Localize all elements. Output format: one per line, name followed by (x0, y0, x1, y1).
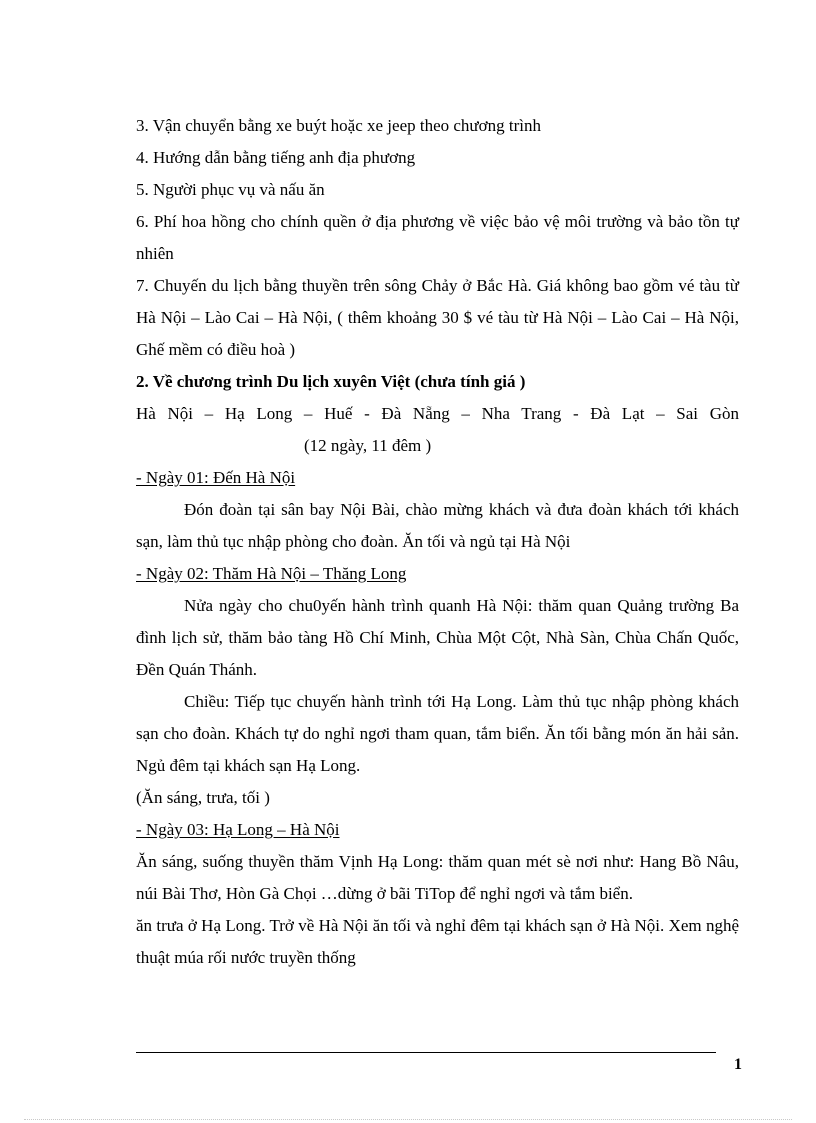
day-3-paragraph-2: ăn trưa ở Hạ Long. Trở về Hà Nội ăn tối và nghỉ đêm tại khách sạn ở Hà Nội. Xem nghệ thuật múa rối nước truyền thống (136, 916, 739, 967)
section-title: 2. Về chương trình Du lịch xuyên Việt (chưa tính giá ) (136, 372, 526, 391)
day-1-body: Đón đoàn tại sân bay Nội Bài, chào mừng khách và đưa đoàn khách tới khách sạn, làm thủ tục nhập phòng cho đoàn. Ăn tối và ngủ tại Hà Nội (136, 500, 739, 551)
document-body (136, 110, 739, 974)
page-bottom-edge (24, 1119, 792, 1120)
day-3-heading-row (136, 814, 739, 846)
day-1-heading-row (136, 462, 739, 494)
page-number: 1 (734, 1056, 742, 1073)
day-3-paragraph-1: Ăn sáng, suống thuyền thăm Vịnh Hạ Long: thăm quan mét sè nơi như: Hang Bồ Nâu, núi Bài Thơ, Hòn Gà Chọi …dừng ở bãi TiTop để nghỉ ngơi và tắm biển. (136, 852, 739, 903)
list-item-4: 4. Hướng dẫn bằng tiếng anh địa phương (136, 148, 416, 167)
day-2-meals: (Ăn sáng, trưa, tối ) (136, 788, 270, 807)
list-item-7: 7. Chuyến du lịch bằng thuyền trên sông Chảy ở Bắc Hà. Giá không bao gồm vé tàu từ Hà Nội – Lào Cai – Hà Nội, ( thêm khoảng 30 $ vé tàu từ Hà Nội – Lào Cai – Hà Nội, Ghế mềm có điều hoà ) (136, 276, 739, 359)
tour-route: Hà Nội – Hạ Long – Huế - Đà Nẵng – Nha Trang - Đà Lạt – Sai Gòn (136, 404, 739, 423)
day-2-heading-row (136, 558, 739, 590)
day-2-heading: - Ngày 02: Thăm Hà Nội – Thăng Long (136, 564, 407, 583)
list-item-3: 3. Vận chuyển bằng xe buýt hoặc xe jeep theo chương trình (136, 116, 541, 135)
day-2-paragraph-1: Nửa ngày cho chu0yến hành trình quanh Hà Nội: thăm quan Quảng trường Ba đình lịch sử, thăm bảo tàng Hồ Chí Minh, Chùa Một Cột, Nhà Sàn, Chùa Chấn Quốc, Đền Quán Thánh. (136, 596, 739, 679)
list-item-6: 6. Phí hoa hồng cho chính quền ở địa phương về việc bảo vệ môi trường và bảo tồn tự nhiên (136, 212, 739, 263)
footer-rule (136, 1052, 716, 1053)
day-3-heading: - Ngày 03: Hạ Long – Hà Nội (136, 820, 340, 839)
day-1-heading: - Ngày 01: Đến Hà Nội (136, 468, 296, 487)
list-item-5: 5. Người phục vụ và nấu ăn (136, 180, 325, 199)
tour-duration: (12 ngày, 11 đêm ) (304, 436, 432, 455)
day-2-paragraph-2: Chiều: Tiếp tục chuyến hành trình tới Hạ Long. Làm thủ tục nhập phòng khách sạn cho đoàn. Khách tự do nghỉ ngơi tham quan, tắm biển. Ăn tối bằng món ăn hải sản. Ngủ đêm tại khách sạn Hạ Long. (136, 692, 739, 775)
